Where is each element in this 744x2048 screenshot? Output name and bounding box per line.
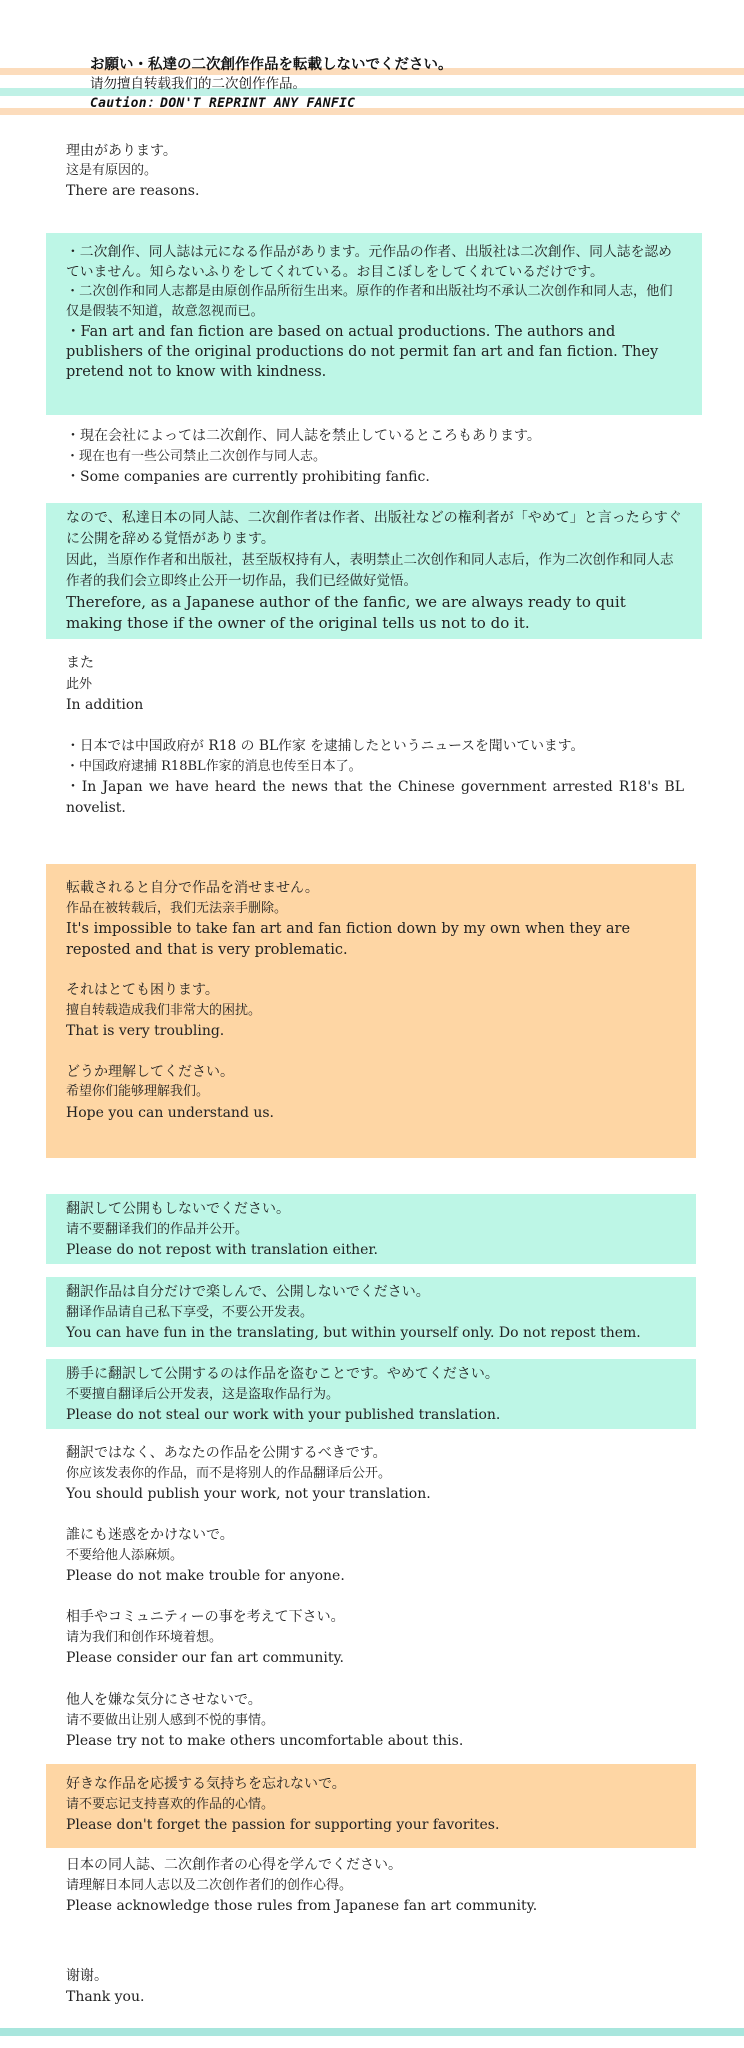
- arrest-news-zh: ・中国政府逮捕 R18BL作家的消息也传至日本了。: [66, 758, 362, 774]
- thanks-zh: 谢谢。: [66, 1968, 108, 1984]
- rules-en: Please acknowledge those rules from Japanese fan art community.: [66, 1898, 538, 1914]
- rules-section: [66, 1855, 706, 1917]
- community-en: Please consider our fan art community.: [66, 1650, 344, 1666]
- arrest-news-section: [66, 736, 684, 818]
- community-ja: 相手やコミュニティーの事を考えて下さい。: [66, 1609, 345, 1625]
- thanks-section: [66, 1966, 706, 2008]
- stealing-zh: 不要擅自翻译后公开发表，这是盗取作品行为。: [66, 1386, 340, 1402]
- rules-zh: 请理解日本同人志以及二次创作者们的创作心得。: [66, 1877, 353, 1893]
- cannot-delete-zh: 作品在被转载后，我们无法亲手删除。: [66, 900, 288, 916]
- reasons-ja: 理由があります。: [66, 143, 177, 159]
- page-header: [90, 56, 730, 113]
- fanart-origin-en: ・Fan art and fan fiction are based on actual productions. The authors and publishers of the original productions do not permit fan art and fan fiction. They pretend not to know with kindness.: [66, 324, 659, 380]
- footer-stripe: [0, 2028, 744, 2036]
- translate-privately-en: You can have fun in the translating, but within yourself only. Do not repost them.: [66, 1325, 641, 1341]
- no-trouble-zh: 不要给他人添麻烦。: [66, 1547, 184, 1563]
- troubling-ja: それはとても困ります。: [66, 982, 219, 998]
- uncomfortable-zh: 请不要做出让别人感到不悦的事情。: [66, 1712, 275, 1728]
- header-title-zh: 请勿擅自转载我们的二次创作作品。: [90, 76, 306, 92]
- ready-to-quit-ja: なので、私達日本の同人誌、二次創作者は作者、出版社などの権利者が「やめて」と言ったらすぐに公開を辞める覚悟があります。: [66, 510, 682, 547]
- uncomfortable-section: [66, 1690, 706, 1752]
- reasons-zh: 这是有原因的。: [66, 163, 158, 178]
- community-section: [66, 1607, 706, 1669]
- header-title-ja: お願い・私達の二次創作作品を転載しないでください。: [90, 57, 453, 73]
- translate-privately-block: [46, 1277, 696, 1347]
- arrest-news-en: ・In Japan we have heard the news that the Chinese government arrested R18's BL novelist.: [66, 779, 684, 816]
- passion-zh: 请不要忘记支持喜欢的作品的心情。: [66, 1796, 275, 1812]
- thanks-en: Thank you.: [66, 1989, 145, 2005]
- ready-to-quit-en: Therefore, as a Japanese author of the fanfic, we are always ready to quit making those if the owner of the original tells us not to do it.: [66, 593, 626, 632]
- passion-en: Please don't forget the passion for supporting your favorites.: [66, 1817, 500, 1833]
- uncomfortable-en: Please try not to make others uncomfortable about this.: [66, 1733, 464, 1749]
- publish-own-ja: 翻訳ではなく、あなたの作品を公開するべきです。: [66, 1445, 387, 1461]
- in-addition-section: [66, 653, 716, 716]
- cannot-delete-block: [46, 864, 696, 1158]
- no-trouble-section: [66, 1525, 706, 1587]
- fanart-origin-block: [46, 233, 702, 415]
- prohibiting-en: ・Some companies are currently prohibiting fanfic.: [66, 469, 430, 485]
- no-translation-en: Please do not repost with translation either.: [66, 1242, 378, 1258]
- reasons-section: [66, 141, 716, 201]
- ready-to-quit-block: [46, 503, 702, 639]
- passion-block: [46, 1764, 696, 1848]
- arrest-news-ja: ・日本では中国政府が R18 の BL作家 を逮捕したというニュースを聞いています。: [66, 738, 585, 754]
- ready-to-quit-zh: 因此，当原作作者和出版社，甚至版权持有人，表明禁止二次创作和同人志后，作为二次创作和同人志作者的我们会立即终止公开一切作品，我们已经做好觉悟。: [66, 552, 674, 589]
- in-addition-en: In addition: [66, 697, 144, 713]
- prohibiting-ja: ・現在会社によっては二次創作、同人誌を禁止しているところもあります。: [66, 428, 541, 444]
- in-addition-zh: 此外: [66, 677, 93, 692]
- cannot-delete-ja: 転載されると自分で作品を消せません。: [66, 880, 319, 896]
- passion-ja: 好きな作品を応援する気持ちを忘れないで。: [66, 1776, 346, 1792]
- understand-ja: どうか理解してください。: [66, 1063, 234, 1080]
- translate-privately-ja: 翻訳作品は自分だけで楽しんで、公開しないでください。: [66, 1284, 430, 1300]
- reasons-en: There are reasons.: [66, 183, 200, 199]
- no-translation-zh: 请不要翻译我们的作品并公开。: [66, 1221, 249, 1237]
- no-trouble-en: Please do not make trouble for anyone.: [66, 1568, 345, 1584]
- cannot-delete-en: It's impossible to take fan art and fan fiction down by my own when they are reposted and that is very problematic.: [66, 921, 631, 958]
- understand-en: Hope you can understand us.: [66, 1104, 275, 1121]
- translate-privately-zh: 翻译作品请自己私下享受，不要公开发表。: [66, 1304, 314, 1320]
- troubling-zh: 擅自转载造成我们非常大的困扰。: [66, 1002, 262, 1018]
- rules-ja: 日本の同人誌、二次創作者の心得を学んでください。: [66, 1857, 402, 1873]
- understand-zh: 希望你们能够理解我们。: [66, 1084, 210, 1099]
- uncomfortable-ja: 他人を嫌な気分にさせないで。: [66, 1692, 262, 1708]
- no-translation-repost-block: [46, 1194, 696, 1264]
- troubling-en: That is very troubling.: [66, 1023, 225, 1039]
- publish-own-zh: 你应该发表你的作品，而不是将别人的作品翻译后公开。: [66, 1465, 392, 1481]
- no-trouble-ja: 誰にも迷惑をかけないで。: [66, 1527, 234, 1543]
- prohibiting-section: [66, 426, 716, 488]
- stealing-block: [46, 1359, 696, 1429]
- publish-own-en: You should publish your work, not your translation.: [66, 1486, 431, 1502]
- community-zh: 请为我们和创作环境着想。: [66, 1629, 223, 1645]
- no-translation-ja: 翻訳して公開もしないでください。: [66, 1201, 290, 1217]
- fanart-origin-ja: ・二次創作、同人誌は元になる作品があります。元作品の作者、出版社は二次創作、同人誌を認めていません。知らないふりをしてくれている。お目こぼしをしてくれているだけです。: [66, 244, 672, 280]
- header-title-en: Caution：DON'T REPRINT ANY FANFIC: [90, 96, 356, 111]
- in-addition-ja: また: [66, 655, 94, 671]
- fanart-origin-zh: ・二次创作和同人志都是由原创作品所衍生出来。原作的作者和出版社均不承认二次创作和同人志，他们仅是假装不知道，故意忽视而已。: [66, 284, 673, 319]
- publish-own-section: [66, 1443, 706, 1505]
- stealing-ja: 勝手に翻訳して公開するのは作品を盗むことです。やめてください。: [66, 1366, 499, 1382]
- prohibiting-zh: ・现在也有一些公司禁止二次创作与同人志。: [66, 448, 327, 464]
- stealing-en: Please do not steal our work with your published translation.: [66, 1407, 501, 1423]
